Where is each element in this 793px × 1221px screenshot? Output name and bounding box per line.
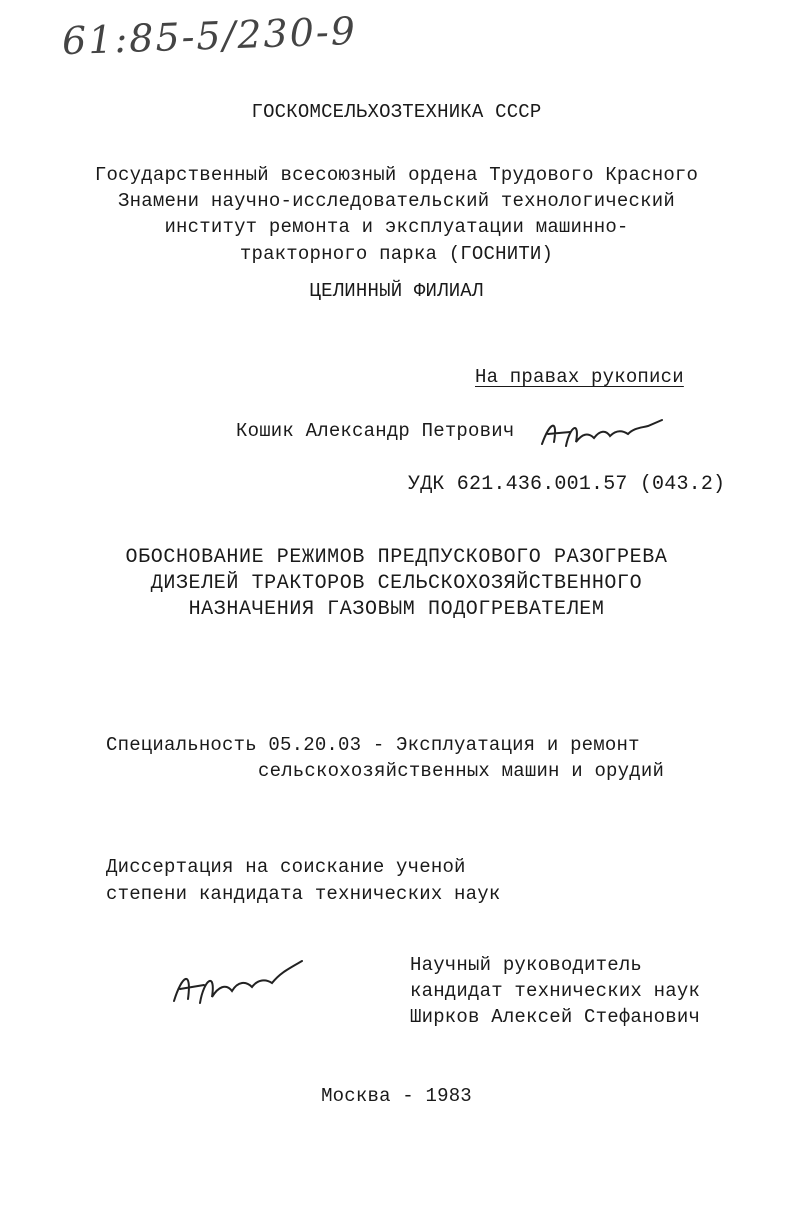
thesis-title-line-1: ОБОСНОВАНИЕ РЕЖИМОВ ПРЕДПУСКОВОГО РАЗОГРЕВА <box>125 546 668 569</box>
author-name: Кошик Александр Петрович <box>236 420 515 442</box>
udc-code: УДК 621.436.001.57 (043.2) <box>408 473 726 496</box>
institute-line-1: Государственный всесоюзный ордена Трудового Красного <box>94 164 699 186</box>
author-signature <box>536 412 666 452</box>
supervisor-line-1: Научный руководитель <box>410 954 643 976</box>
institute-line-2: Знамени научно-исследовательский технологический <box>118 190 675 212</box>
manuscript-rights: На правах рукописи <box>475 366 684 388</box>
dissertation-line-2: степени кандидата технических наук <box>106 883 501 905</box>
supervisor-line-3: Ширков Алексей Стефанович <box>410 1006 701 1028</box>
city-year: Москва - 1983 <box>321 1085 472 1107</box>
thesis-title-line-2: ДИЗЕЛЕЙ ТРАКТОРОВ СЕЛЬСКОХОЗЯЙСТВЕННОГО <box>150 572 643 595</box>
supervisor-line-2: кандидат технических наук <box>410 980 701 1002</box>
branch-name: ЦЕЛИННЫЙ ФИЛИАЛ <box>309 280 484 302</box>
institute-line-3: институт ремонта и эксплуатации машинно- <box>164 216 629 238</box>
institute-line-4: тракторного парка (ГОСНИТИ) <box>239 243 554 265</box>
candidate-signature <box>168 955 308 1010</box>
thesis-title-line-3: НАЗНАЧЕНИЯ ГАЗОВЫМ ПОДОГРЕВАТЕЛЕМ <box>188 598 605 621</box>
agency-name: ГОСКОМСЕЛЬХОЗТЕХНИКА СССР <box>251 101 542 123</box>
archive-handwritten-mark: 61:85-5/230-9 <box>61 8 358 64</box>
specialty-line-1: Специальность 05.20.03 - Эксплуатация и ремонт <box>106 734 640 756</box>
specialty-line-2: сельскохозяйственных машин и орудий <box>258 760 665 782</box>
dissertation-line-1: Диссертация на соискание ученой <box>106 856 466 878</box>
